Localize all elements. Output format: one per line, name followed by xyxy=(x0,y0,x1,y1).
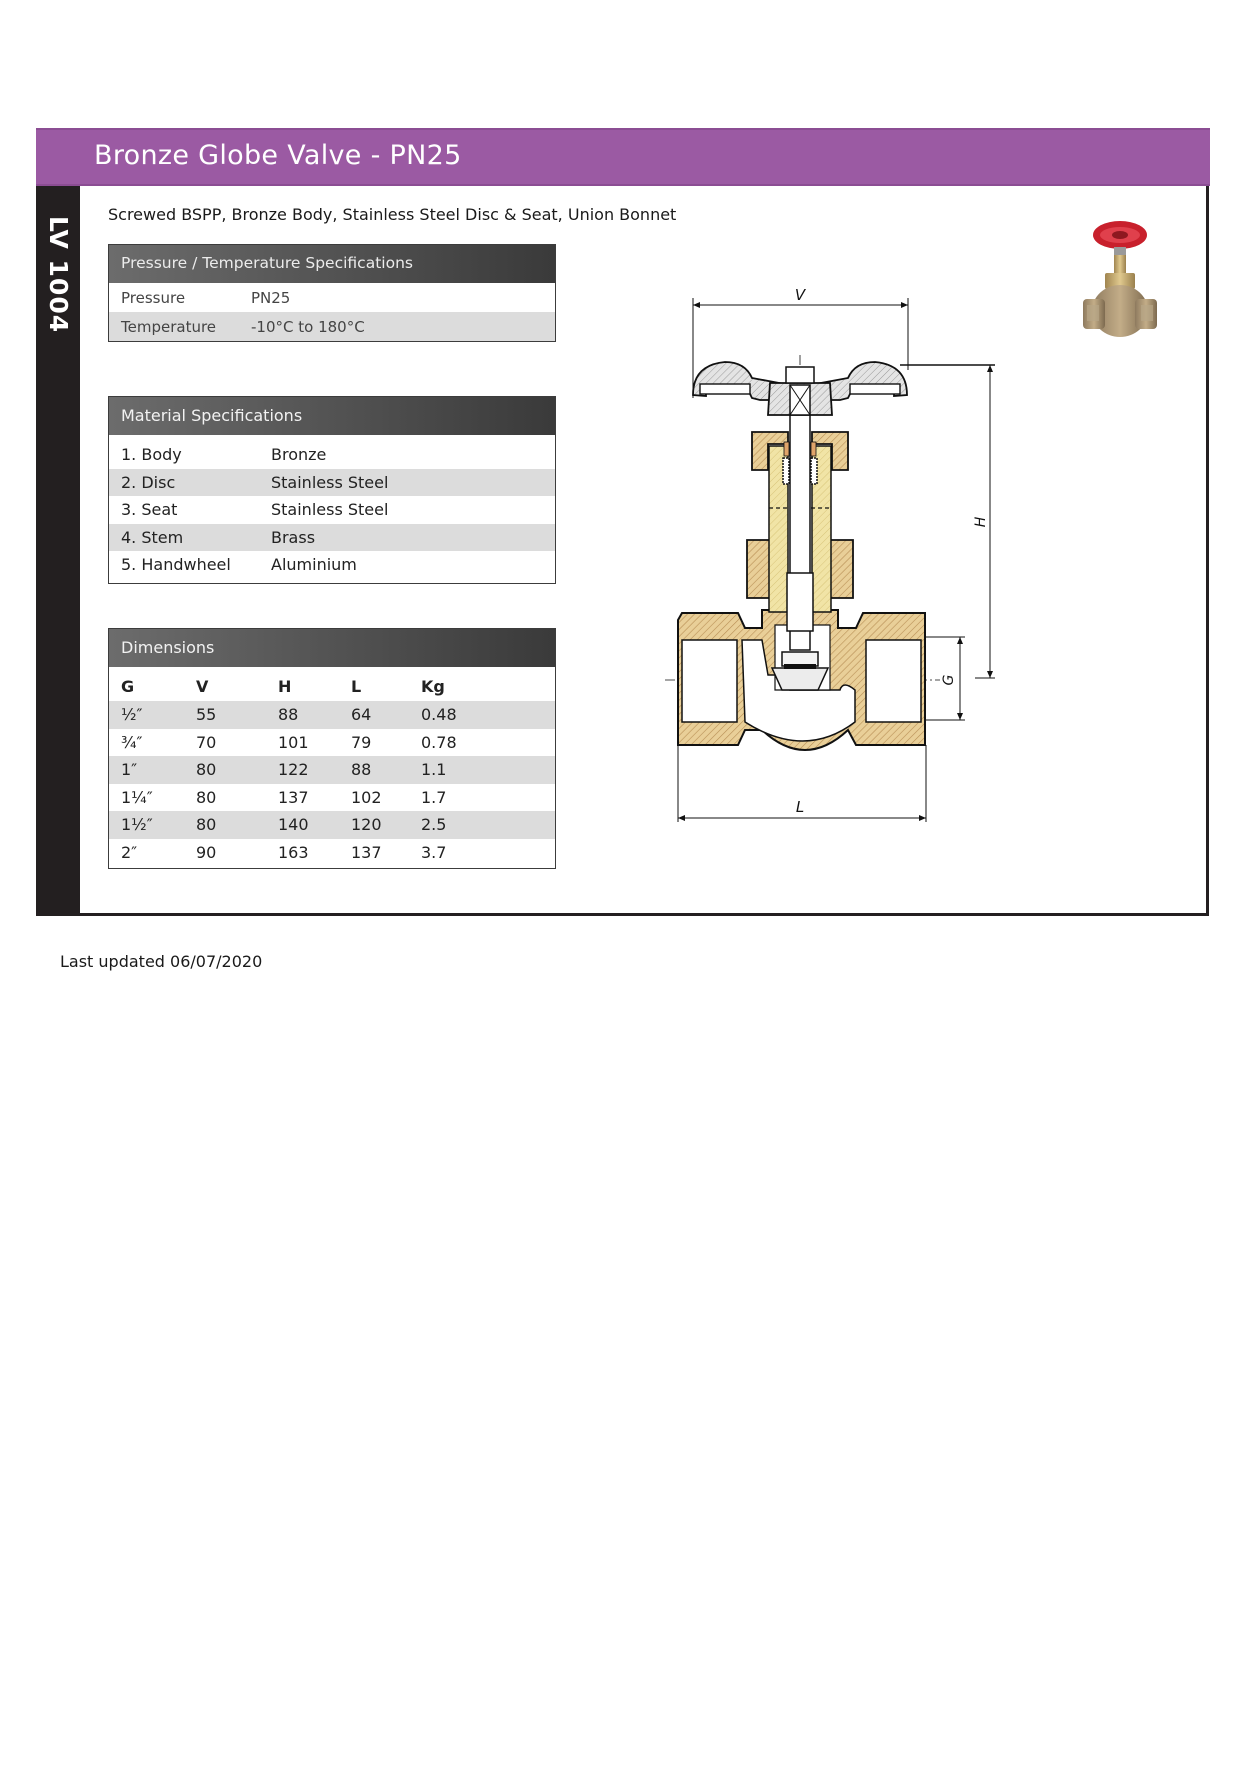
table-heading: Dimensions xyxy=(109,629,555,667)
valve-cross-section-drawing xyxy=(650,280,1010,840)
title-bar xyxy=(36,128,1210,186)
spec-label: Temperature xyxy=(121,317,217,336)
part-name: 1. Body xyxy=(121,445,182,465)
dimension-label-v: V xyxy=(794,286,806,304)
spec-label: Pressure xyxy=(121,288,186,307)
dimension-label-l: L xyxy=(795,798,805,816)
table-row xyxy=(109,756,555,784)
cell-g: ½″ xyxy=(121,705,143,725)
cell-v: 90 xyxy=(196,842,217,862)
cell-v: 80 xyxy=(196,760,217,780)
product-code: LV 1004 xyxy=(44,216,73,334)
part-name: 2. Disc xyxy=(121,472,176,492)
dimension-label-g: G xyxy=(941,674,957,686)
cell-l: 79 xyxy=(351,732,372,752)
dimensions-table xyxy=(108,628,556,869)
table-row xyxy=(109,551,555,579)
dimension-label-h: H xyxy=(973,516,989,528)
part-material: Aluminium xyxy=(271,555,357,575)
table-header-row xyxy=(109,671,555,701)
column-header: L xyxy=(351,676,362,696)
part-name: 4. Stem xyxy=(121,527,184,547)
cell-kg: 3.7 xyxy=(421,842,447,862)
cell-v: 80 xyxy=(196,787,217,807)
cell-v: 70 xyxy=(196,732,217,752)
frame-border-right xyxy=(1206,186,1209,916)
table-row xyxy=(109,701,555,729)
part-material: Stainless Steel xyxy=(271,472,389,492)
cell-l: 137 xyxy=(351,842,382,862)
table-row xyxy=(109,312,555,341)
pressure-temperature-table xyxy=(108,244,556,342)
table-row xyxy=(109,524,555,552)
table-row xyxy=(109,839,555,867)
cell-g: ¾″ xyxy=(121,732,143,752)
spec-value: -10°C to 180°C xyxy=(251,317,365,336)
product-code-band xyxy=(36,186,80,916)
column-header: G xyxy=(121,676,135,696)
part-material: Bronze xyxy=(271,445,327,465)
cell-h: 163 xyxy=(278,842,309,862)
page-title: Bronze Globe Valve - PN25 xyxy=(94,140,462,171)
part-name: 5. Handwheel xyxy=(121,555,231,575)
column-header: H xyxy=(278,676,292,696)
table-row xyxy=(109,496,555,524)
cell-g: 1½″ xyxy=(121,815,153,835)
frame-border-bottom xyxy=(36,913,1209,916)
cell-kg: 0.48 xyxy=(421,705,457,725)
cell-v: 55 xyxy=(196,705,217,725)
cell-g: 1″ xyxy=(121,760,138,780)
column-header: Kg xyxy=(421,676,445,696)
cell-h: 122 xyxy=(278,760,309,780)
table-row xyxy=(109,784,555,812)
product-subtitle: Screwed BSPP, Bronze Body, Stainless Steel Disc & Seat, Union Bonnet xyxy=(108,205,677,224)
table-row xyxy=(109,469,555,497)
cell-h: 140 xyxy=(278,815,309,835)
part-material: Brass xyxy=(271,527,316,547)
part-material: Stainless Steel xyxy=(271,500,389,520)
cell-kg: 1.1 xyxy=(421,760,447,780)
last-updated-text: Last updated 06/07/2020 xyxy=(60,952,263,971)
cell-g: 2″ xyxy=(121,842,138,862)
cell-kg: 0.78 xyxy=(421,732,457,752)
cell-kg: 1.7 xyxy=(421,787,447,807)
cell-h: 137 xyxy=(278,787,309,807)
cell-l: 102 xyxy=(351,787,382,807)
spec-value: PN25 xyxy=(251,288,291,307)
material-specifications-table xyxy=(108,396,556,584)
cell-l: 64 xyxy=(351,705,372,725)
cell-h: 88 xyxy=(278,705,299,725)
cell-h: 101 xyxy=(278,732,309,752)
table-row xyxy=(109,729,555,757)
table-heading: Pressure / Temperature Specifications xyxy=(109,245,555,283)
table-row xyxy=(109,811,555,839)
product-photo xyxy=(1075,215,1165,350)
table-heading: Material Specifications xyxy=(109,397,555,435)
cell-kg: 2.5 xyxy=(421,815,447,835)
column-header: V xyxy=(196,676,209,696)
cell-l: 88 xyxy=(351,760,372,780)
cell-l: 120 xyxy=(351,815,382,835)
part-name: 3. Seat xyxy=(121,500,178,520)
table-row xyxy=(109,283,555,312)
cell-g: 1¼″ xyxy=(121,787,153,807)
cell-v: 80 xyxy=(196,815,217,835)
table-row xyxy=(109,441,555,469)
